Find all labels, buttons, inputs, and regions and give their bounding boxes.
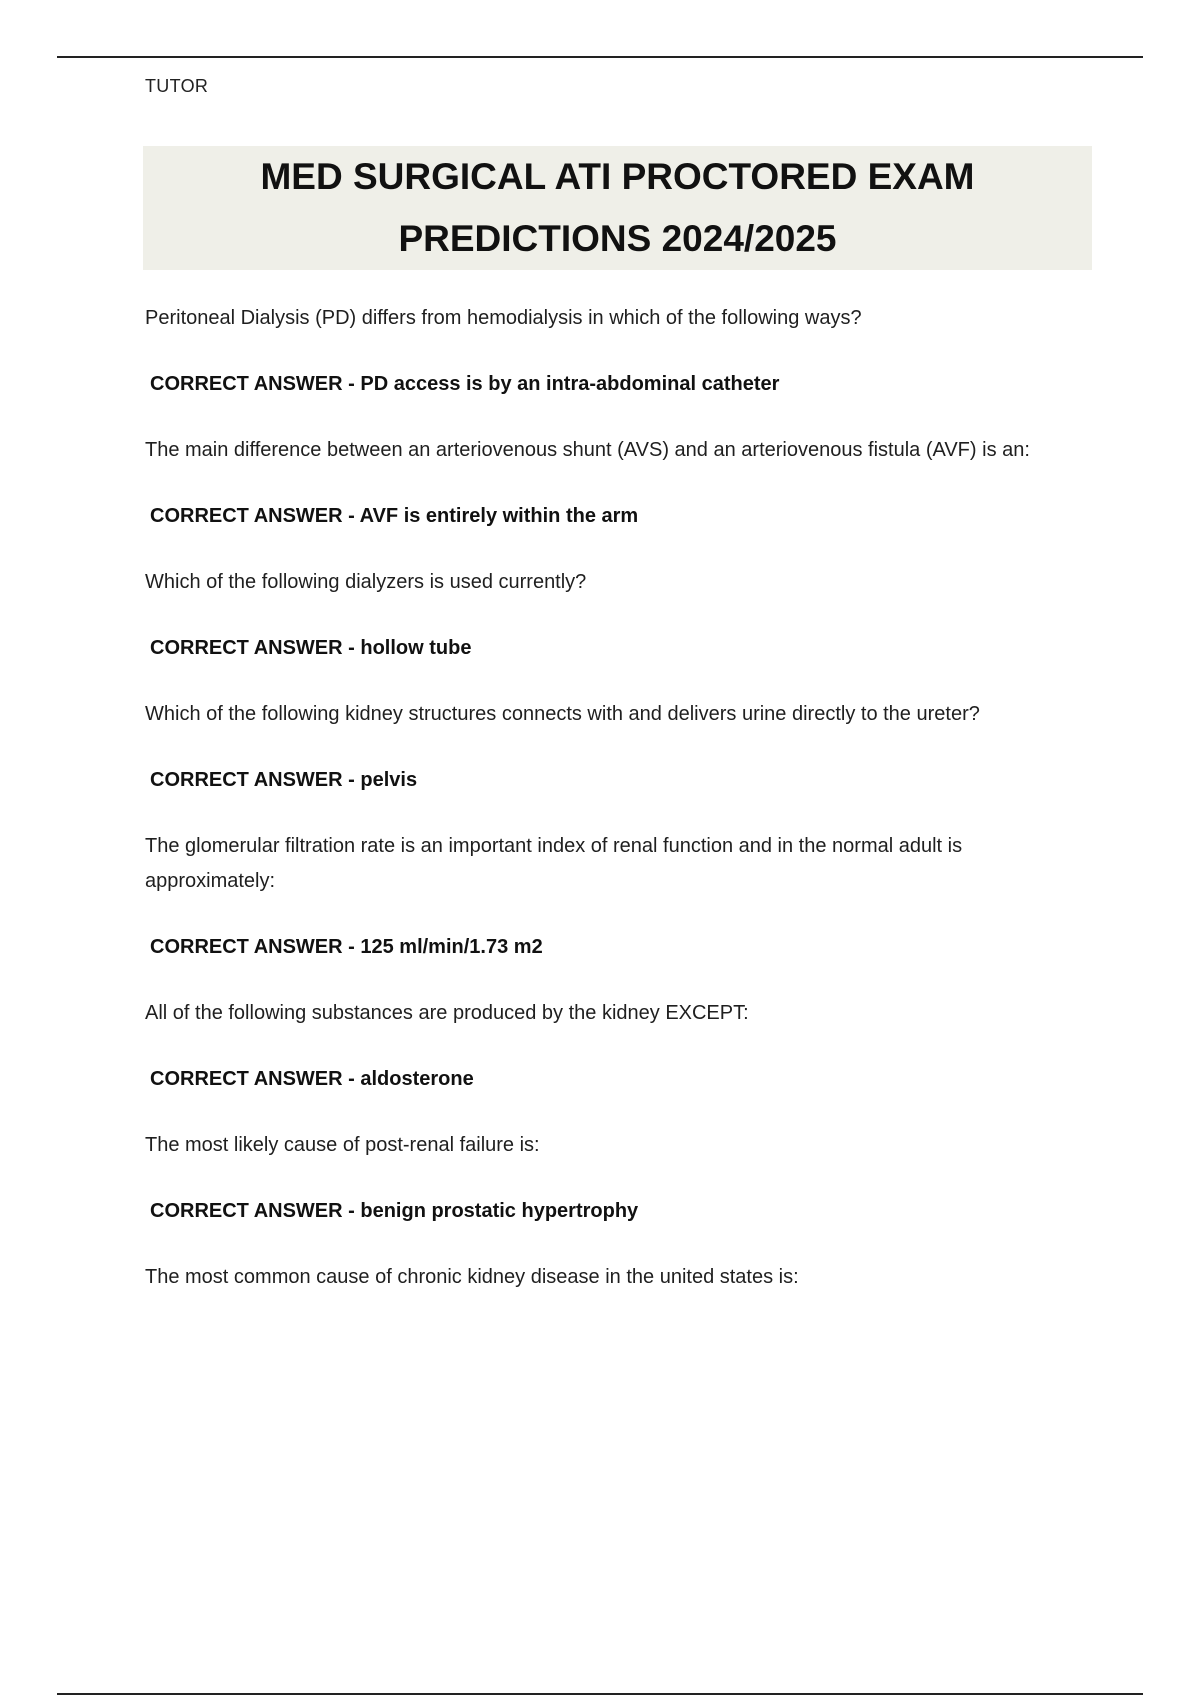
answer-text: CORRECT ANSWER - pelvis — [150, 769, 418, 791]
title-line-2: PREDICTIONS 2024/2025 — [398, 218, 837, 259]
answer-text: CORRECT ANSWER - 125 ml/min/1.73 m2 — [150, 936, 543, 958]
qa-list — [145, 301, 1090, 1326]
bottom-rule — [57, 1693, 1143, 1695]
title-line-1: MED SURGICAL ATI PROCTORED EXAM — [260, 156, 975, 197]
answer-text: CORRECT ANSWER - PD access is by an intra-abdominal catheter — [150, 373, 780, 395]
qa-item-8 — [145, 1260, 1090, 1295]
qa-item-3 — [145, 565, 1090, 666]
qa-item-4 — [145, 697, 1090, 798]
qa-item-2 — [145, 433, 1090, 534]
answer-text: CORRECT ANSWER - aldosterone — [150, 1068, 474, 1090]
qa-item-5 — [145, 829, 1090, 965]
answer-text: CORRECT ANSWER - benign prostatic hypertrophy — [150, 1200, 639, 1222]
question-text: Which of the following kidney structures connects with and delivers urine directly to the ureter? — [145, 703, 980, 725]
qa-item-6 — [145, 996, 1090, 1097]
question-text: The most likely cause of post-renal failure is: — [145, 1134, 540, 1156]
top-rule — [57, 56, 1143, 58]
answer-text: CORRECT ANSWER - hollow tube — [150, 637, 472, 659]
question-text: The glomerular filtration rate is an important index of renal function and in the normal adult is approximately: — [145, 835, 963, 892]
question-text: The most common cause of chronic kidney disease in the united states is: — [145, 1266, 799, 1288]
question-text: The main difference between an arteriovenous shunt (AVS) and an arteriovenous fistula (AVF) is an: — [145, 439, 1030, 461]
qa-item-1 — [145, 301, 1090, 402]
header-label: TUTOR — [145, 76, 209, 96]
question-text: Peritoneal Dialysis (PD) differs from hemodialysis in which of the following ways? — [145, 307, 862, 329]
title-banner — [143, 146, 1092, 270]
answer-text: CORRECT ANSWER - AVF is entirely within the arm — [150, 505, 639, 527]
qa-item-7 — [145, 1128, 1090, 1229]
question-text: Which of the following dialyzers is used currently? — [145, 571, 587, 593]
question-text: All of the following substances are produced by the kidney EXCEPT: — [145, 1002, 749, 1024]
